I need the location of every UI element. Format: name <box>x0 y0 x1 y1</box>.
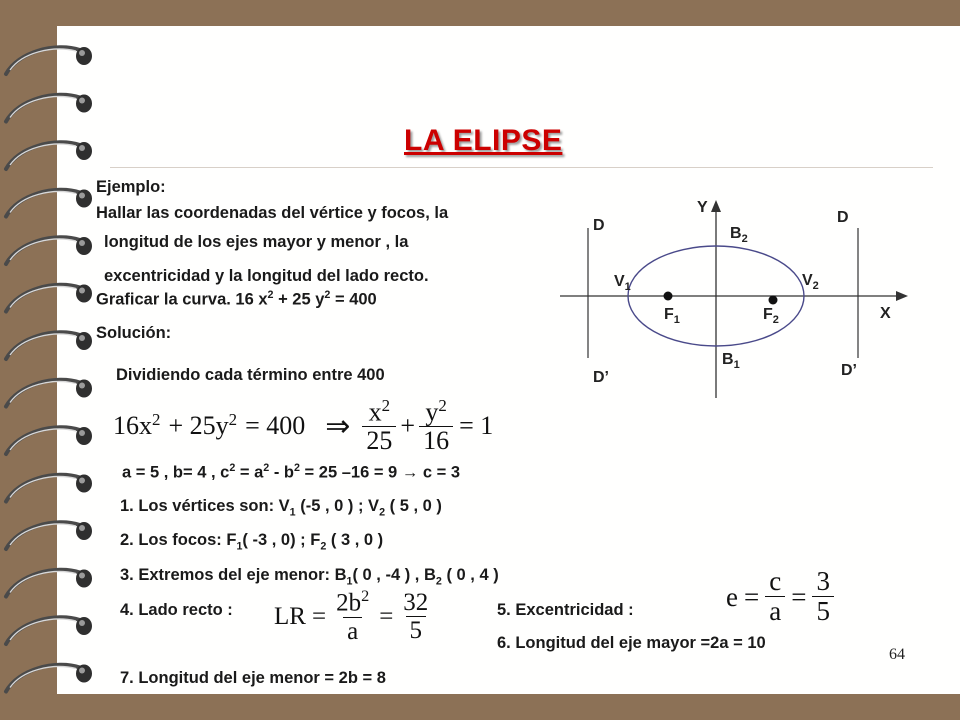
lado-recto-formula: LR = $\frac{2b^2}{a}$ = $\frac{32}{5}$ <box>274 587 429 646</box>
label-dprime-right: D’ <box>841 362 857 379</box>
solucion-label: Solución: <box>96 324 172 342</box>
excentricidad-formula: e = $\frac{c}{a}$ = $\frac{3}{5}$ <box>726 565 834 629</box>
binding-ring <box>6 570 92 597</box>
binding-ring <box>6 285 92 312</box>
binding-ring <box>6 427 92 454</box>
binding-ring <box>6 190 92 217</box>
title-divider <box>110 167 933 168</box>
binding-ring <box>6 475 92 502</box>
problem-line-1: Hallar las coordenadas del vértice y focos, la <box>96 204 449 222</box>
label-x: X <box>880 305 891 322</box>
binding-ring <box>6 665 92 692</box>
binding-ring <box>6 332 92 359</box>
problem-line-4: Graficar la curva. 16 $x^2 + 25$ $y^2 = 400$ <box>96 289 377 309</box>
problem-line-2: longitud de los ejes mayor y menor , la <box>104 233 409 251</box>
label-v2: $V_2$ <box>802 272 819 292</box>
label-d-left: D <box>593 217 605 234</box>
page-number: 64 <box>889 646 905 663</box>
binding-ring <box>6 47 92 74</box>
focus-2-point <box>769 296 778 305</box>
parameters-line: a = 5 , b= 4 , $c^2 = a^2 - b^2 = 25$ –16 = 9 → c = 3 <box>122 462 461 482</box>
item-excentricidad: 5. Excentricidad : <box>497 601 634 619</box>
item-focos: 2. Los focos: $F_1$( -3 , 0) ; $F_2$ ( 3 , 0 ) <box>120 531 384 553</box>
label-f1: $F_1$ <box>664 306 680 326</box>
binding-ring <box>6 380 92 407</box>
ejemplo-label: Ejemplo: <box>96 178 166 196</box>
dividiendo-text: Dividiendo cada término entre 400 <box>116 366 385 384</box>
label-b1: $B_1$ <box>722 351 740 371</box>
item-eje-menor: 3. Extremos del eje menor: $B_1$( 0 , -4 ) , $B_2$ ( 0 , 4 ) <box>120 566 499 588</box>
y-axis-arrow <box>711 200 721 212</box>
item-lado-recto: 4. Lado recto : <box>120 601 233 619</box>
label-dprime-left: D’ <box>593 369 609 386</box>
page-title: LA ELIPSE <box>404 124 563 157</box>
problem-line-3: excentricidad y la longitud del lado recto. <box>104 267 429 285</box>
x-axis-arrow <box>896 291 908 301</box>
label-v1: $V_1$ <box>614 273 631 293</box>
item-vertices: 1. Los vértices son: $V_1$ (-5 , 0 ) ; $V_2$ ( 5 , 0 ) <box>120 497 442 519</box>
standard-form-equation: 16x $^2$ + 25y $^2$ = 400 ⇒ $\frac{x^2}{25}$ + $\frac{y^2}{16}$ = 1 <box>113 395 494 455</box>
spiral-binding <box>0 28 110 708</box>
label-f2: $F_2$ <box>763 306 779 326</box>
binding-ring <box>6 617 92 644</box>
binding-ring <box>6 522 92 549</box>
label-b2: $B_2$ <box>730 225 748 245</box>
label-y: Y <box>697 199 708 216</box>
label-d-right: D <box>837 209 849 226</box>
focus-1-point <box>664 292 673 301</box>
item-eje-mayor: 6. Longitud del eje mayor =2a = 10 <box>497 634 766 652</box>
item-eje-menor-longitud: 7. Longitud del eje menor = 2b = 8 <box>120 669 386 687</box>
ellipse-diagram <box>560 188 920 403</box>
binding-ring <box>6 237 92 264</box>
binding-ring <box>6 95 92 122</box>
binding-ring <box>6 142 92 169</box>
